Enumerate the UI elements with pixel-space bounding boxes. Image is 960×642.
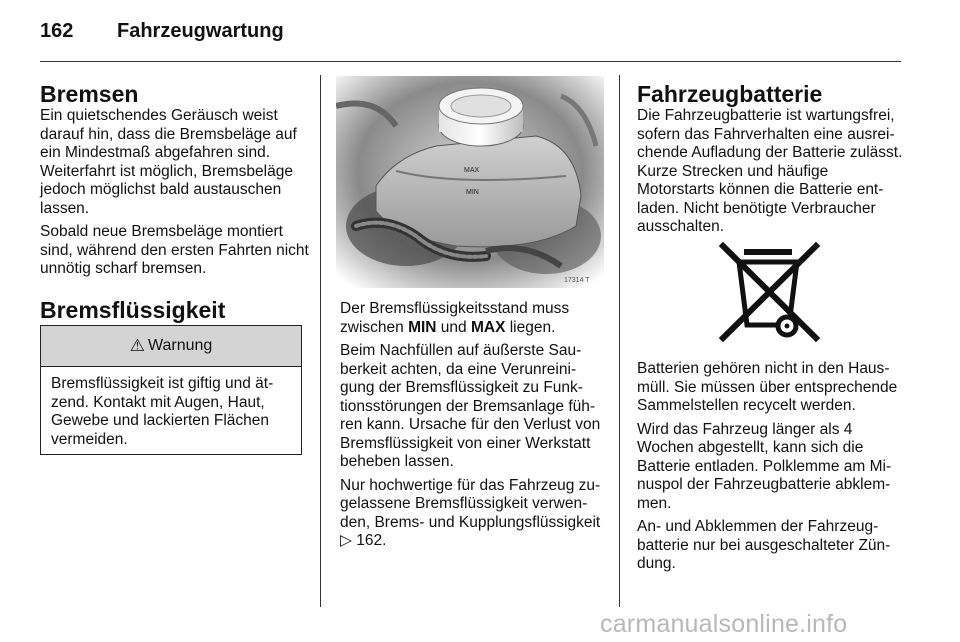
header-divider (40, 61, 901, 62)
crossed-out-bin-icon (717, 240, 822, 344)
warning-header (41, 326, 301, 367)
battery-paragraph-1: Die Fahrzeugbatterie ist wartungsfrei, sofern das Fahrverhalten eine ausreichende Aufladung der Batterie zulässt. Kurze Strecken und häufige Motorstarts können die Batterie entladen. Nicht benötigte Verbraucher ausschalten. (637, 107, 903, 235)
warning-box (40, 325, 302, 455)
battery-paragraph-3: Wird das Fahrzeug länger als 4 Wochen abgestellt, kann sich die Batterie entladen. Polklemme am Minuspol der Fahrzeugbatterie abklemmen. (637, 420, 892, 512)
warning-triangle-icon: ⚠ (129, 336, 145, 355)
page-header-title: Fahrzeugwartung (117, 20, 284, 42)
fluid-level-paragraph (340, 300, 604, 337)
fluid-level-end: liegen. (505, 318, 556, 336)
column-1 (40, 81, 310, 323)
battery-paragraph-2: Batterien gehören nicht in den Hausmüll. Sie müssen über entsprechende Sammelstellen recycelt werden. (637, 360, 898, 414)
reservoir-min-label: MIN (466, 189, 479, 196)
page-reference[interactable]: 162. (356, 532, 387, 549)
brakes-paragraph-1: Ein quietschendes Geräusch weist darauf hin, dass die Bremsbeläge auf ein Mindestmaß abgefahren sind. Weiterfahrt ist möglich, Bremsbeläge jedoch möglichst bald austauschen lassen. (40, 107, 297, 217)
fluid-level-and: und (436, 318, 471, 336)
fluid-quality-text: Nur hochwertige für das Fahrzeug zugelassene Bremsflüssigkeit verwenden, Brems- und Kupplungsflüssigkeit (340, 476, 601, 531)
warning-title: Warnung (147, 337, 213, 354)
fluid-quality-paragraph (340, 477, 604, 551)
column-divider-1 (320, 75, 321, 607)
reservoir-max-label: MAX (464, 167, 480, 174)
column-2 (340, 300, 604, 556)
page-reference-arrow-icon: ▷ (340, 532, 352, 549)
brakes-paragraph-2: Sobald neue Bremsbeläge montiert sind, während den ersten Fahrten nicht unnötig scharf bremsen. (40, 223, 309, 277)
brake-fluid-heading: Bremsflüssigkeit (40, 296, 226, 323)
battery-heading: Fahrzeugbatterie (637, 81, 823, 107)
warning-text: Bremsflüssigkeit ist giftig und ätzend. Kontakt mit Augen, Haut, Gewebe und lackierten Flächen vermeiden. (51, 375, 274, 448)
column-divider-2 (619, 75, 620, 607)
refill-paragraph: Beim Nachfüllen auf äußerste Sauberkeit achten, da eine Verunreinigung der Bremsflüssigkeit zu Funktionsstörungen der Bremsanlage führen kann. Ursache für den Verlust von Bremsflüssigkeit von einer Werkstatt beheben lassen. (340, 342, 601, 470)
page-number: 162 (40, 20, 74, 42)
brakes-heading: Bremsen (40, 81, 139, 107)
image-code: 17314 T (564, 277, 590, 284)
max-mark: MAX (470, 318, 506, 336)
battery-paragraph-4: An- und Abklemmen der Fahrzeugbatterie nur bei ausgeschalteter Zündung. (637, 518, 891, 572)
column-3-lower (637, 360, 905, 579)
brake-fluid-reservoir-image (336, 76, 604, 288)
column-3 (637, 81, 905, 242)
watermark: carmanualsonline.info (600, 610, 848, 638)
fluid-level-text: Der Bremsflüssigkeitsstand muss zwischen (340, 300, 570, 336)
min-mark: MIN (408, 318, 437, 336)
